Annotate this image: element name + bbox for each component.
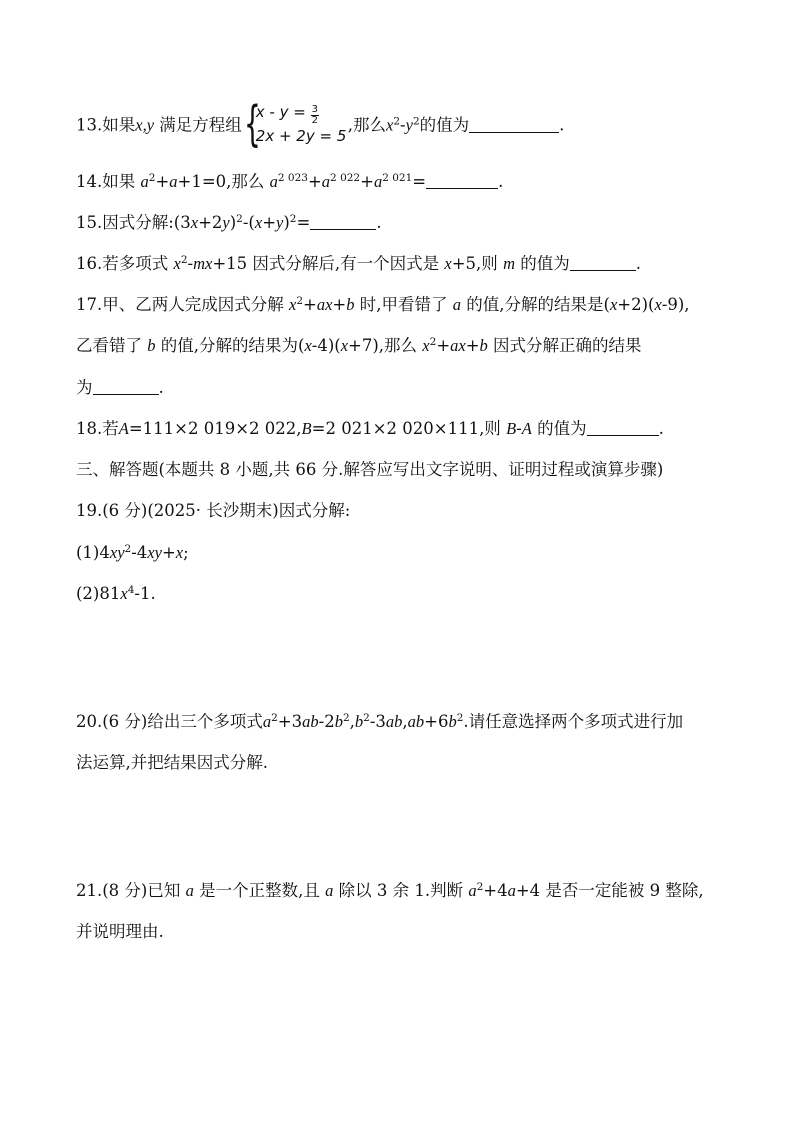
comma: ,: [349, 712, 355, 731]
exponent: 2: [289, 213, 297, 225]
q15-text-3: ): [229, 213, 237, 232]
question-21-line-2: [76, 922, 164, 942]
q15-text-4: -(: [242, 213, 255, 232]
var-a: a: [262, 712, 272, 731]
q17-text-7: 因式分解正确的结果: [487, 336, 642, 355]
var-a: a: [269, 172, 278, 191]
question-20-line-1: [76, 712, 683, 732]
var-x: x: [173, 254, 181, 273]
q18-text-3: =2 021×2 020×111,则: [311, 419, 507, 438]
var-x: x: [386, 115, 394, 135]
var-x: x: [340, 336, 349, 355]
fraction-numerator: 3: [311, 104, 318, 115]
plus: +: [161, 543, 176, 562]
q18-text-2: =111×2 019×2 022,: [128, 419, 302, 438]
var-b: b: [334, 712, 343, 731]
minus: -: [516, 419, 522, 438]
plus: +: [262, 213, 277, 232]
exponent: 2 021: [382, 172, 413, 184]
question-number: 18.: [76, 419, 103, 438]
period: .: [376, 213, 382, 232]
var-x: x: [609, 295, 618, 314]
question-16: [76, 254, 641, 274]
q17-text-3: -4)(: [311, 336, 341, 355]
minus: -: [400, 115, 406, 135]
q16-text-3: +15 因式分解后,有一个因式是: [212, 254, 445, 273]
q21-text-l2: 并说明理由.: [76, 922, 164, 941]
q16-text: 若多项式: [102, 254, 174, 273]
exponent: 2: [148, 172, 156, 184]
q13-text-4: 的值为: [419, 115, 470, 135]
left-brace-icon: {: [243, 96, 261, 152]
exponent: 4: [127, 584, 135, 596]
q17-text: 甲、乙两人完成因式分解: [102, 295, 289, 314]
var-a: a: [185, 881, 194, 900]
exponent: 2: [180, 254, 188, 266]
question-15: [76, 213, 382, 233]
answer-blank[interactable]: [570, 256, 636, 271]
answer-blank[interactable]: [310, 215, 376, 230]
var-B: B: [301, 419, 312, 438]
q21-text-3: 除以 3 余 1.判断: [333, 881, 469, 900]
var-ab: ab: [385, 712, 403, 731]
plus: +: [465, 336, 480, 355]
var-a: a: [169, 172, 178, 191]
q16-text-4: +5,则: [451, 254, 504, 273]
q19-text-b: -1.: [134, 584, 156, 603]
q17-text-2: 的值,分解的结果为(: [155, 336, 305, 355]
plus: +: [303, 295, 317, 314]
period: .: [658, 419, 664, 438]
period: .: [158, 378, 164, 397]
q13-text-2: 满足方程组: [154, 115, 242, 135]
var-ax: ax: [316, 295, 333, 314]
minus: -: [187, 254, 194, 273]
var-b: b: [147, 336, 156, 355]
q15-text-2: +2: [198, 213, 223, 232]
var-x: x: [190, 213, 199, 232]
var-ax: ax: [450, 336, 466, 355]
plus: +: [155, 172, 170, 191]
q20-text-2: +3: [277, 712, 303, 731]
question-17-line-3: [76, 378, 164, 398]
equals: =: [412, 172, 427, 191]
q14-text-2: +1=0,那么: [177, 172, 270, 191]
var-b: b: [346, 295, 355, 314]
section-title: 三、解答题(本题共 8 小题,共 66 分.解答应写出文字说明、证明过程或演算步骤): [76, 460, 664, 479]
q17-text-5: 的值,分解的结果是(: [461, 295, 610, 314]
var-x: x: [289, 295, 297, 314]
period: .: [498, 172, 504, 191]
var-y: y: [405, 115, 413, 135]
fraction-denominator: 2: [311, 115, 318, 126]
exponent: 2 023: [277, 172, 308, 184]
q16-text-5: 的值为: [514, 254, 570, 273]
var-x: x: [120, 584, 128, 603]
var-A: A: [118, 419, 129, 438]
var-a: a: [321, 172, 331, 191]
plus: +: [360, 172, 374, 191]
part-label: (1)4: [76, 543, 110, 562]
q20-text-8: .请任意选择两个多项式进行加: [463, 712, 684, 731]
exponent: 2: [236, 213, 243, 225]
equation-system: [243, 96, 348, 152]
comma: ,: [402, 712, 408, 731]
q19-text: 19.(6 分)(2025· 长沙期末)因式分解:: [76, 501, 351, 520]
q13-text-3: ,那么: [347, 115, 387, 135]
section-heading: [76, 460, 663, 480]
equation-1: [256, 102, 319, 126]
var-m: m: [503, 254, 515, 273]
var-x: x: [654, 295, 662, 314]
exponent: 2: [363, 712, 370, 724]
var-y: y: [276, 213, 284, 232]
var-xy: xy: [147, 543, 162, 562]
q13-vars: x,y: [135, 115, 155, 135]
var-b: b: [448, 712, 457, 731]
var-a: a: [140, 172, 149, 191]
var-a: a: [507, 881, 516, 900]
q13-text: 如果: [102, 115, 136, 135]
var-x: x: [444, 254, 452, 273]
question-19-part-2: [76, 584, 156, 604]
q15-text-6: ): [283, 213, 290, 232]
q20-text: 20.(6 分)给出三个多项式: [76, 712, 263, 731]
exponent: 2 022: [330, 172, 361, 184]
q21-text-4: +4: [483, 881, 508, 900]
q17-text: 为: [76, 378, 93, 397]
q21-text-2: 是一个正整数,且: [193, 881, 326, 900]
equation-2: 2x + 2y = 5: [255, 127, 347, 145]
q20-text-5: -3: [369, 712, 386, 731]
var-x: x: [175, 543, 184, 562]
q15-text: 因式分解:(3: [102, 213, 191, 232]
var-ab: ab: [302, 712, 319, 731]
exponent: 2: [456, 712, 464, 724]
q14-text: 如果: [102, 172, 141, 191]
question-21-line-1: [76, 881, 704, 901]
q19-text-b: -4: [131, 543, 148, 562]
var-x: x: [304, 336, 312, 355]
exponent: 2: [476, 881, 484, 893]
q21-text: 21.(8 分)已知: [76, 881, 186, 900]
answer-blank[interactable]: [469, 118, 559, 133]
question-20-line-2: [76, 753, 268, 773]
period: .: [559, 115, 565, 135]
equals: =: [296, 213, 311, 232]
question-18: [76, 419, 664, 439]
var-b: b: [354, 712, 364, 731]
var-A: A: [521, 419, 532, 438]
q17-text-4: +7),那么: [348, 336, 423, 355]
plus: +: [307, 172, 322, 191]
exponent: 2: [429, 336, 437, 348]
exponent: 2: [393, 115, 401, 128]
var-mx: mx: [193, 254, 213, 273]
q21-text-5: +4 是否一定能被 9 整除,: [515, 881, 704, 900]
exponent: 2: [124, 543, 132, 555]
question-number: 13.: [76, 115, 103, 135]
exponent: 2: [271, 712, 278, 724]
var-y: y: [222, 213, 230, 232]
var-a: a: [452, 295, 461, 314]
exponent: 2: [412, 115, 420, 128]
var-b: b: [479, 336, 488, 355]
var-B: B: [506, 419, 517, 438]
q20-text-l2: 法运算,并把结果因式分解.: [76, 753, 268, 772]
var-x: x: [254, 213, 263, 232]
var-a: a: [468, 881, 477, 900]
var-x: x: [422, 336, 430, 355]
var-ab: ab: [407, 712, 425, 731]
var-xy: xy: [109, 543, 125, 562]
q17-text-4: 时,甲看错了: [354, 295, 453, 314]
period: .: [635, 254, 641, 273]
var-a: a: [373, 172, 383, 191]
question-number: 17.: [76, 295, 103, 314]
question-14: [76, 172, 503, 192]
plus: +: [332, 295, 347, 314]
fraction: [311, 105, 319, 126]
question-19-part-1: [76, 543, 189, 563]
question-number: 16.: [76, 254, 103, 273]
q18-text-5: 的值为: [531, 419, 587, 438]
part-label: (2)81: [76, 584, 121, 603]
exponent: 2: [342, 712, 350, 724]
q17-text-7: -9),: [661, 295, 690, 314]
plus: +: [436, 336, 451, 355]
question-number: 15.: [76, 213, 103, 232]
answer-blank[interactable]: [93, 380, 159, 395]
eq1-lhs: x - y =: [255, 103, 311, 121]
q20-text-7: +6: [424, 712, 449, 731]
answer-blank[interactable]: [426, 174, 498, 189]
exponent: 2: [296, 295, 304, 307]
q17-text: 乙看错了: [76, 336, 148, 355]
semicolon: ;: [183, 543, 189, 562]
question-number: 14.: [76, 172, 103, 191]
answer-blank[interactable]: [587, 421, 659, 436]
q20-text-3: -2: [318, 712, 335, 731]
question-13: [76, 96, 565, 152]
question-17-line-1: [76, 295, 690, 315]
q18-text: 若: [102, 419, 119, 438]
var-a: a: [325, 881, 334, 900]
question-19-title: [76, 501, 350, 521]
q17-text-6: +2)(: [617, 295, 655, 314]
question-17-line-2: [76, 336, 642, 356]
